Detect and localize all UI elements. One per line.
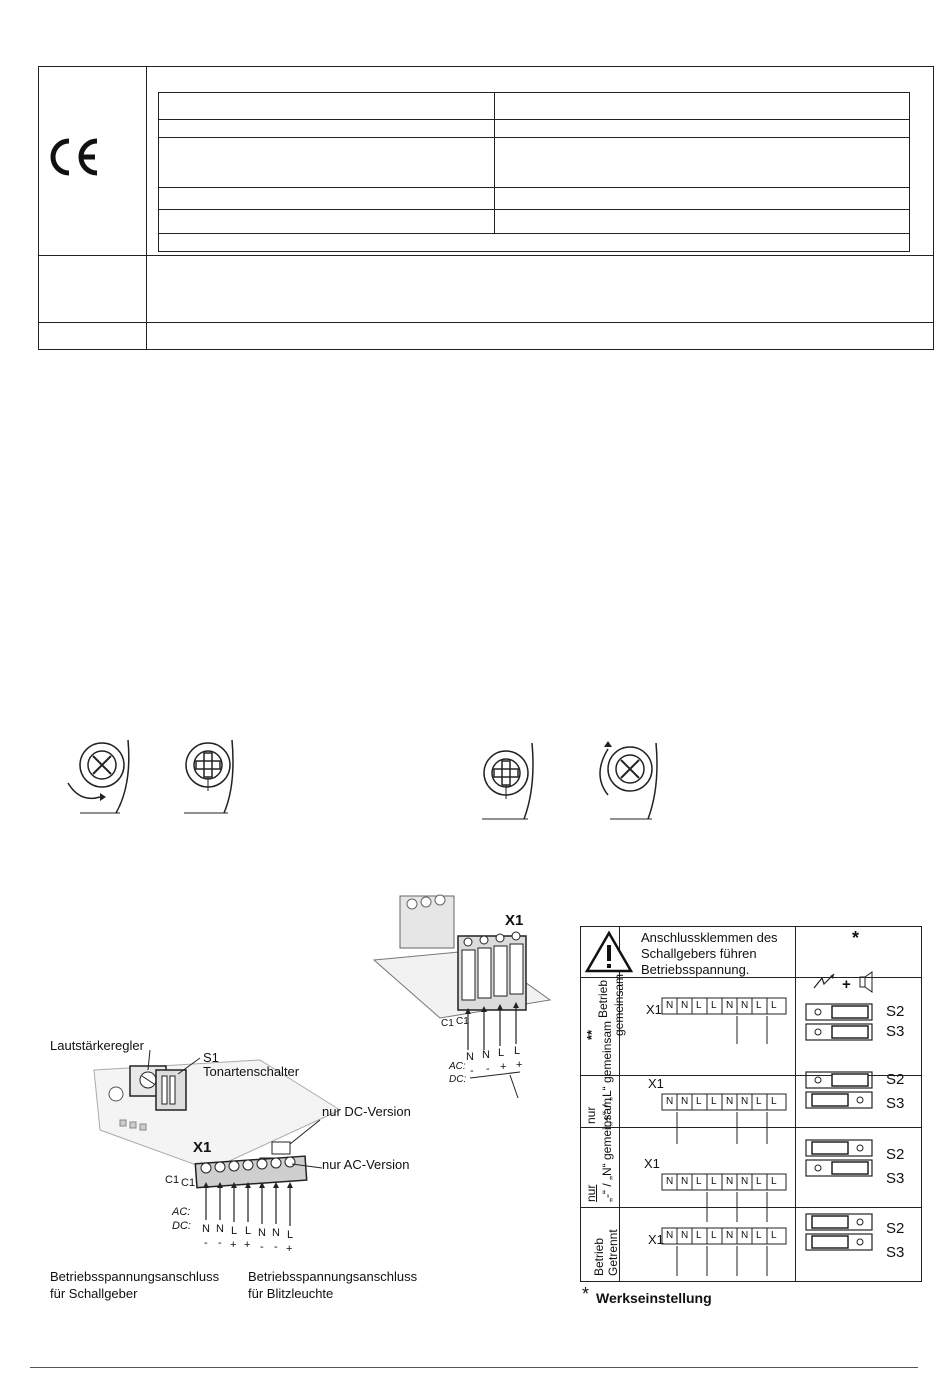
board-c1-label-b: C1 <box>181 1177 196 1189</box>
svg-text:+: + <box>230 1239 237 1251</box>
svg-text:L: L <box>245 1225 252 1237</box>
svg-text:N: N <box>666 1230 674 1241</box>
board-dc-label: DC: <box>172 1220 191 1232</box>
svg-text:N: N <box>681 1230 689 1241</box>
svg-text:N: N <box>726 1096 734 1107</box>
svg-text:L: L <box>231 1225 238 1237</box>
svg-text:N: N <box>681 1096 689 1107</box>
sounder-supply-label-1: Betriebsspannungsanschluss <box>50 1269 220 1284</box>
ac-version-label: nur AC-Version <box>322 1157 410 1172</box>
svg-text:N: N <box>726 1230 734 1241</box>
warning-text-1: Anschlussklemmen des <box>641 930 778 945</box>
row3-label: nur <box>584 1184 598 1202</box>
knob-plus-icon <box>484 751 528 799</box>
rotate-lock-diagram-left <box>50 725 250 825</box>
warning-text-2: Schallgebers führen <box>641 946 757 961</box>
row4-s2: S2 <box>886 1220 905 1237</box>
svg-text:L: L <box>771 1096 777 1107</box>
dc-version-label: nur DC-Version <box>322 1104 411 1119</box>
row3-x1: X1 <box>644 1156 660 1171</box>
svg-text:L: L <box>756 1230 762 1241</box>
sounder-supply-label-2: für Schallgeber <box>50 1286 138 1301</box>
svg-text:+: + <box>244 1239 251 1251</box>
svg-text:-: - <box>486 1063 490 1075</box>
row1-s3: S3 <box>886 1023 905 1040</box>
svg-text:L: L <box>711 1096 717 1107</box>
row2-x1: X1 <box>648 1076 664 1091</box>
jumper-settings <box>804 1000 874 1270</box>
svg-text:L: L <box>771 1000 777 1011</box>
svg-text:L: L <box>498 1047 505 1059</box>
row2-s2: S2 <box>886 1071 905 1088</box>
svg-text:N: N <box>741 1230 749 1241</box>
svg-text:N: N <box>216 1223 224 1235</box>
row4-x1: X1 <box>648 1232 664 1247</box>
svg-text:N: N <box>272 1227 280 1239</box>
row3-s2: S2 <box>886 1146 905 1163</box>
row3-label-b: „-“ / „N“ gemeinsam <box>600 1097 614 1202</box>
terminal-dc-label: DC: <box>449 1074 467 1085</box>
svg-text:N: N <box>666 1000 674 1011</box>
svg-text:L: L <box>711 1230 717 1241</box>
svg-text:N: N <box>741 1000 749 1011</box>
svg-text:L: L <box>771 1230 777 1241</box>
svg-text:L: L <box>696 1096 702 1107</box>
svg-text:+: + <box>500 1061 507 1073</box>
svg-text:L: L <box>711 1000 717 1011</box>
main-board-diagram <box>90 1050 350 1260</box>
row1-prefix: ** <box>584 1029 599 1040</box>
header-star: * <box>852 928 860 948</box>
row4-s3: S3 <box>886 1244 905 1261</box>
svg-text:-: - <box>204 1237 208 1249</box>
board-ac-label: AC: <box>172 1206 191 1218</box>
svg-text:L: L <box>756 1000 762 1011</box>
spec-table <box>38 66 934 350</box>
svg-text:L: L <box>711 1176 717 1187</box>
row3-s3: S3 <box>886 1170 905 1187</box>
s1-label: S1 <box>203 1050 219 1065</box>
row2-s3: S3 <box>886 1095 905 1112</box>
terminal-c1-label-a: C1 <box>441 1018 454 1029</box>
svg-text:-: - <box>218 1237 222 1249</box>
svg-text:N: N <box>258 1227 266 1239</box>
flash-supply-label-1: Betriebsspannungsanschluss <box>248 1269 418 1284</box>
svg-text:-: - <box>470 1065 474 1077</box>
warning-icon <box>584 930 634 974</box>
row2-label: nur <box>584 1106 598 1124</box>
row1-x1: X1 <box>646 1002 662 1017</box>
svg-text:L: L <box>696 1230 702 1241</box>
knob-plus-icon <box>186 743 230 791</box>
svg-text:L: L <box>514 1045 521 1057</box>
svg-text:N: N <box>681 1000 689 1011</box>
svg-text:N: N <box>666 1176 674 1187</box>
ce-mark-icon <box>45 137 105 177</box>
factory-setting-label: Werkseinstellung <box>596 1290 712 1306</box>
svg-text:L: L <box>771 1176 777 1187</box>
svg-text:N: N <box>726 1000 734 1011</box>
knob-x-icon <box>608 747 652 791</box>
svg-text:N: N <box>681 1176 689 1187</box>
svg-text:L: L <box>756 1096 762 1107</box>
svg-text:N: N <box>466 1051 474 1063</box>
svg-text:N: N <box>482 1049 490 1061</box>
board-x1-label: X1 <box>193 1139 212 1156</box>
flash-supply-label-2: für Blitzleuchte <box>248 1286 334 1301</box>
row4-label-b: Getrennt <box>606 1229 620 1276</box>
volume-control-label: Lautstärkeregler <box>50 1038 144 1053</box>
row1-s2: S2 <box>886 1003 905 1020</box>
svg-text:N: N <box>741 1096 749 1107</box>
svg-text:L: L <box>696 1000 702 1011</box>
row4-label: Betrieb <box>592 1237 606 1276</box>
board-c1-label-a: C1 <box>165 1174 180 1186</box>
svg-text:N: N <box>741 1176 749 1187</box>
row2-label-b: „+“ / „L“ gemeinsam <box>600 1020 614 1126</box>
header-plus: + <box>842 976 851 993</box>
rotate-unlock-diagram-right <box>470 725 670 825</box>
svg-text:+: + <box>516 1059 523 1071</box>
knob-x-icon <box>80 743 124 787</box>
svg-text:N: N <box>726 1176 734 1187</box>
terminal-c1-label-b: C1 <box>456 1016 469 1027</box>
terminal-ac-label: AC: <box>449 1061 466 1072</box>
svg-text:L: L <box>696 1176 702 1187</box>
factory-star: * <box>582 1284 590 1304</box>
svg-text:+: + <box>286 1243 293 1255</box>
svg-text:-: - <box>274 1241 278 1253</box>
svg-text:L: L <box>287 1229 294 1241</box>
svg-text:-: - <box>260 1241 264 1253</box>
row1-label: Betrieb <box>596 979 610 1018</box>
inner-spec-grid <box>158 92 910 252</box>
footer-rule <box>30 1367 918 1368</box>
row1-label-b: gemeinsam <box>612 973 626 1036</box>
terminal-x1-label: X1 <box>505 912 524 929</box>
svg-text:N: N <box>666 1096 674 1107</box>
warning-text-3: Betriebsspannung. <box>641 962 750 977</box>
svg-text:L: L <box>756 1176 762 1187</box>
svg-text:N: N <box>202 1223 210 1235</box>
tone-switch-label: Tonartenschalter <box>203 1064 300 1079</box>
